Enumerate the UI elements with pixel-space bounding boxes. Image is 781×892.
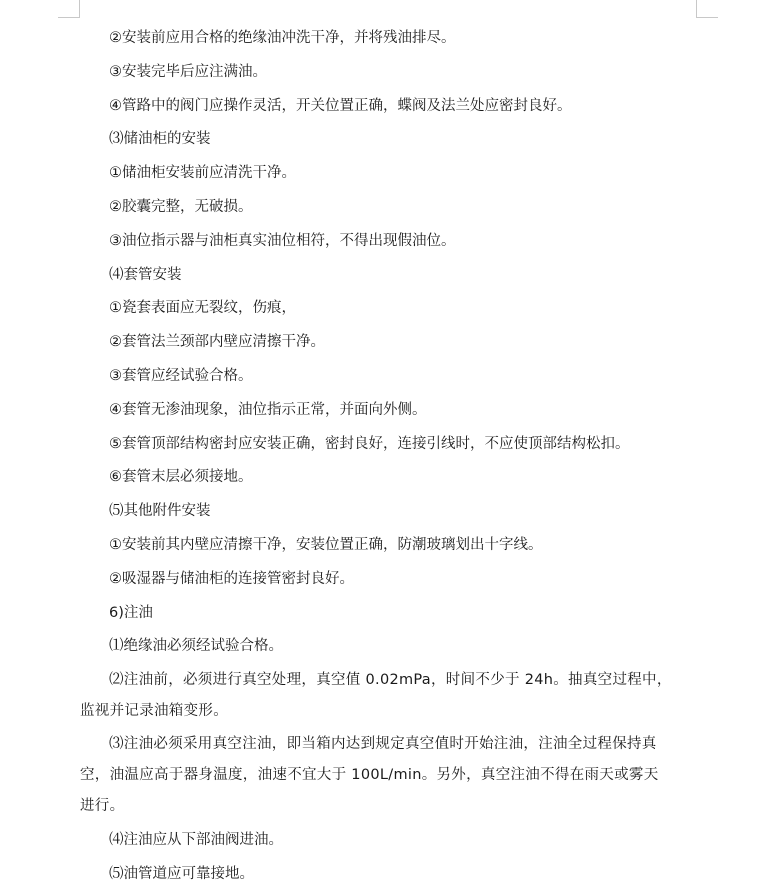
paragraph-line: ①瓷套表面应无裂纹，伤痕， — [109, 300, 296, 317]
paragraph-line: ③油位指示器与油柜真实油位相符，不得出现假油位。 — [109, 232, 456, 249]
paragraph — [80, 326, 700, 360]
paragraph — [80, 461, 700, 495]
section-heading — [80, 123, 700, 157]
paragraph-line: ③套管应经试验合格。 — [109, 367, 253, 384]
paragraph — [80, 665, 700, 727]
paragraph-line: ①安装前其内壁应清擦干净，安装位置正确，防潮玻璃划出十字线。 — [109, 536, 543, 553]
paragraph — [80, 428, 700, 462]
paragraph-line: ③安装完毕后应注满油。 — [109, 63, 267, 80]
paragraph — [80, 563, 700, 597]
paragraph-line: ②吸湿器与储油柜的连接管密封良好。 — [109, 570, 354, 587]
document-page — [80, 22, 700, 892]
paragraph-line: ④套管无渗油现象，油位指示正常，并面向外侧。 — [109, 401, 427, 418]
paragraph-line: ⑶注油必须采用真空注油，即当箱内达到规定真空值时开始注油，注油全过程保持真 — [109, 736, 657, 753]
paragraph-line: ⑥套管末层必须接地。 — [109, 469, 253, 486]
paragraph-line: ⑤套管顶部结构密封应安装正确，密封良好，连接引线时，不应使顶部结构松扣。 — [109, 435, 630, 452]
paragraph-line: ⑴绝缘油必须经试验合格。 — [109, 638, 283, 655]
paragraph-line: 6)注油 — [109, 604, 153, 621]
paragraph-line: 空，油温应高于器身温度，油速不宜大于 100L/min。另外，真空注油不得在雨天或雾天 — [80, 767, 659, 784]
section-heading — [80, 597, 700, 631]
paragraph-line: ⑷注油应从下部油阀进油。 — [109, 832, 283, 849]
paragraph-line: 监视并记录油箱变形。 — [80, 703, 228, 720]
paragraph-line: ②安装前应用合格的绝缘油冲洗干净，并将残油排尽。 — [109, 30, 456, 46]
paragraph — [80, 360, 700, 394]
paragraph-line: ⑶储油柜的安装 — [109, 131, 211, 148]
paragraph — [80, 22, 700, 56]
paragraph-line: ⑵注油前，必须进行真空处理，真空值 0.02mPa，时间不少于 24h。抽真空过程中， — [109, 672, 672, 689]
paragraph-line: ①储油柜安装前应清洗干净。 — [109, 165, 296, 182]
paragraph — [80, 292, 700, 326]
paragraph — [80, 394, 700, 428]
paragraph — [80, 858, 700, 892]
paragraph — [80, 225, 700, 259]
paragraph-line: ④管路中的阀门应操作灵活，开关位置正确，蝶阀及法兰处应密封良好。 — [109, 97, 572, 114]
paragraph — [80, 729, 700, 822]
paragraph — [80, 191, 700, 225]
crop-mark-top-right-vertical — [696, 0, 697, 18]
paragraph — [80, 529, 700, 563]
paragraph-line: 进行。 — [80, 798, 125, 815]
paragraph-line: ⑸其他附件安装 — [109, 503, 211, 520]
section-heading — [80, 495, 700, 529]
paragraph-line: ②套管法兰颈部内壁应清擦干净。 — [109, 334, 325, 351]
crop-mark-top-left-horizontal — [58, 17, 80, 18]
paragraph-line: ⑸油管道应可靠接地。 — [109, 865, 254, 882]
paragraph — [80, 56, 700, 90]
paragraph — [80, 90, 700, 124]
crop-mark-top-left-vertical — [79, 0, 80, 18]
paragraph — [80, 824, 700, 858]
paragraph — [80, 157, 700, 191]
paragraph-line: ⑷套管安装 — [109, 266, 182, 283]
paragraph — [80, 630, 700, 664]
crop-mark-top-right-horizontal — [696, 17, 718, 18]
section-heading — [80, 259, 700, 293]
paragraph-line: ②胶囊完整，无破损。 — [109, 198, 253, 215]
